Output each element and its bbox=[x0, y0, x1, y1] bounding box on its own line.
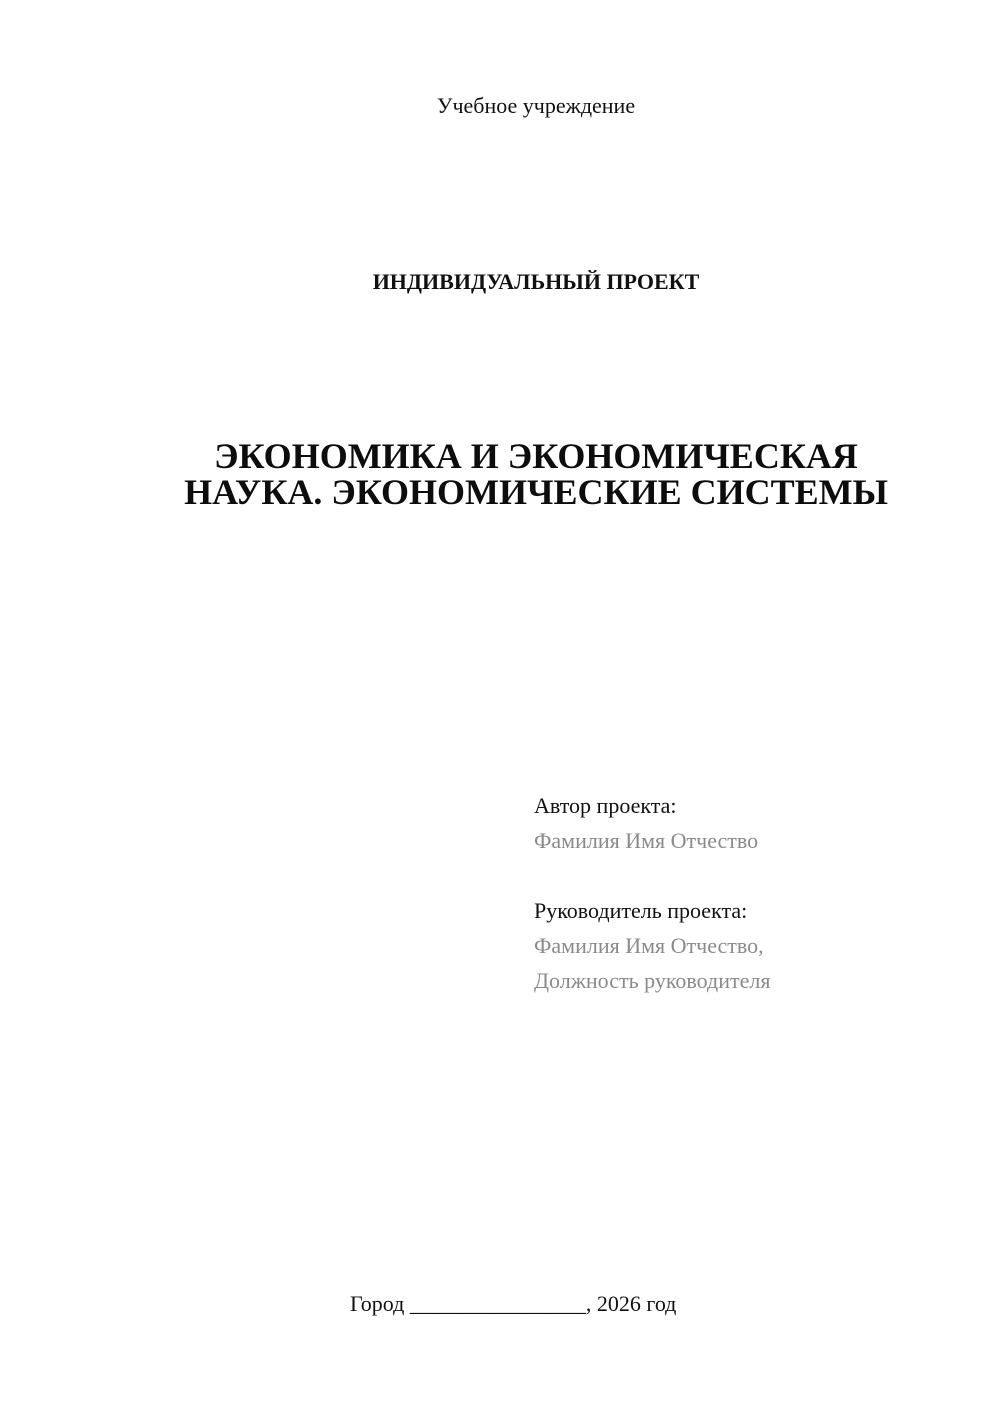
project-title-line-1: ЭКОНОМИКА И ЭКОНОМИЧЕСКАЯ bbox=[214, 436, 858, 476]
author-name: Фамилия Имя Отчество bbox=[534, 828, 759, 853]
document-type: ИНДИВИДУАЛЬНЫЙ ПРОЕКТ bbox=[372, 269, 700, 294]
institution-name: Учебное учреждение bbox=[436, 93, 636, 118]
supervisor-name: Фамилия Имя Отчество, bbox=[534, 933, 764, 958]
project-title-line-2: НАУКА. ЭКОНОМИЧЕСКИЕ СИСТЕМЫ bbox=[184, 472, 888, 512]
supervisor-position: Должность руководителя bbox=[534, 968, 771, 993]
info-spacer bbox=[534, 858, 974, 893]
supervisor-label: Руководитель проекта: bbox=[534, 898, 748, 923]
city-year-footer: Город ________________, 2026 год bbox=[350, 1291, 677, 1316]
project-title bbox=[100, 438, 972, 510]
author-label: Автор проекта: bbox=[534, 793, 677, 818]
project-info-block bbox=[534, 788, 974, 998]
